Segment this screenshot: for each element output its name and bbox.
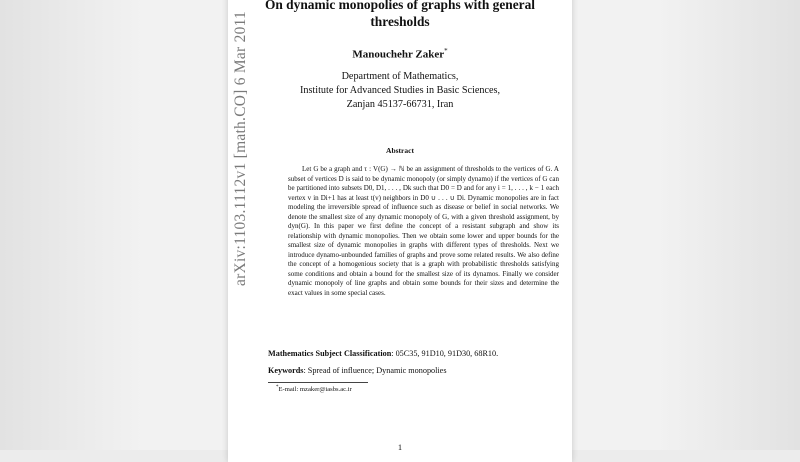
paper-page [228, 0, 572, 462]
footnote-rule [268, 382, 368, 383]
affiliation-line: Department of Mathematics, [341, 71, 459, 82]
arxiv-stamp: arXiv:1103.1112v1 [math.CO] 6 Mar 2011 [232, 11, 249, 286]
author-name [228, 47, 572, 61]
keywords-line [268, 366, 552, 375]
paper-title: On dynamic monopolies of graphs with general thresholds [264, 0, 536, 29]
affiliation-line: Zanjan 45137-66731, Iran [346, 99, 454, 110]
msc-label: Mathematics Subject Classification [268, 349, 392, 358]
abstract-body: Let G be a graph and τ : V(G) → ℕ be an assignment of thresholds to the vertices of G. A subset of vertices D is said to be dynamic monopoly (or simply dynamo) if the vertices of G can be partitioned into subsets D0, D1, . . . , Dk such that D0 = D and for any i = 1, . . . , k − 1 each vertex v in Di+1 has at least t(v) neighbors in D0 ∪ . . . ∪ Di. Dynamic monopolies are in fact modeling the irreversible spread of influence such as disease or belief in social networks. We denote the smallest size of any dynamic monopoly of G, with a given threshold assignment, by dyn(G). In this paper we first define the concept of a resistant subgraph and show its relationship with dynamic monopolies. Then we obtain some lower and upper bounds for the smallest size of dynamic monopolies in graphs with different types of thresholds. Next we introduce dynamo-unbounded families of graphs and prove some related results. We also define the concept of a homogenious society that is a graph with probabilistic thresholds satisfying some conditions and obtain a bound for the smallest size of its dynamos. Finally we consider dynamic monopoly of line graphs and obtain some bounds for their sizes and determine the exact values in some special cases. [288, 165, 559, 297]
affiliation [228, 70, 572, 112]
msc-value: : 05C35, 91D10, 91D30, 68R10. [391, 349, 499, 358]
keywords-value: : Spread of influence; Dynamic monopolies [303, 366, 447, 375]
page-number: 1 [397, 442, 403, 452]
footnote-mark: * [276, 385, 279, 390]
author-text: Manouchehr Zaker [352, 48, 445, 61]
footnote-text: E-mail: mzaker@iasbs.ac.ir [278, 386, 352, 394]
keywords-label: Keywords [268, 366, 304, 375]
msc-line [268, 349, 552, 358]
affiliation-line: Institute for Advanced Studies in Basic Sciences, [299, 85, 501, 96]
author-footnote-mark: * [444, 47, 448, 55]
abstract-heading: Abstract [386, 146, 414, 155]
footnote [276, 385, 352, 393]
